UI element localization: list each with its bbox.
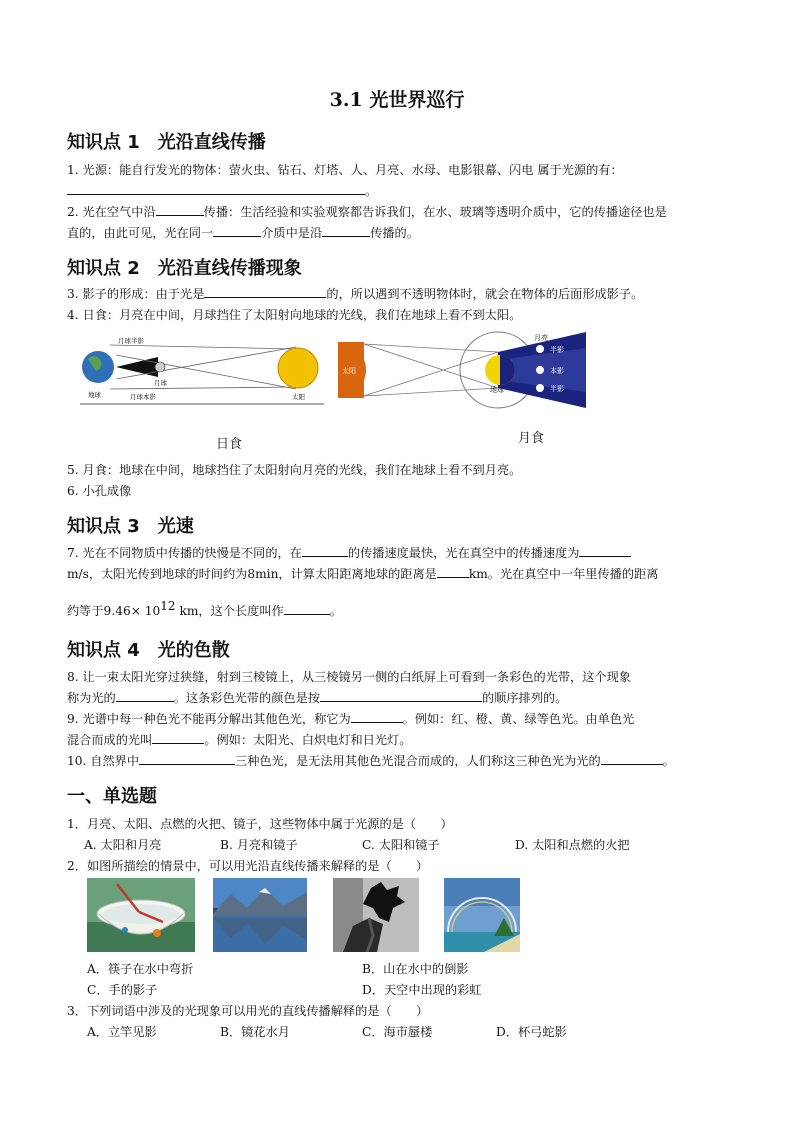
section-heading-4: 知识点 4 光的色散 (67, 640, 230, 661)
lunar-caption: 月食 (518, 431, 545, 446)
blank[interactable] (601, 752, 663, 765)
label-penumbra-2: 半影 (550, 385, 564, 393)
moon-icon (155, 362, 165, 372)
item-7-text: 约等于9.46× 10 (67, 604, 161, 619)
item-5: 5. 月食：地球在中间，地球挡住了太阳射向月亮的光线，我们在地球上看不到月亮。 (67, 463, 522, 477)
item-4: 4. 日食：月亮在中间，月球挡住了太阳射向地球的光线，我们在地球上看不到太阳。 (67, 308, 522, 322)
item-2-text: 直的，由此可见，光在同一 (67, 226, 214, 240)
section-heading-3: 知识点 3 光速 (67, 516, 194, 537)
rainbow-image (444, 878, 520, 952)
page-title: 3.1 光世界巡行 (329, 89, 465, 111)
sun-icon (278, 348, 318, 388)
lunar-eclipse-diagram (338, 330, 588, 410)
label-umbra: 月球本影 (130, 393, 156, 401)
item-7-cont (67, 596, 729, 622)
question-1-option-c[interactable]: C. 太阳和镜子 (362, 838, 440, 852)
section-heading-5: 一、单选题 (67, 786, 157, 807)
question-2-option-c[interactable]: C．手的影子 (87, 983, 158, 997)
question-1-option-a[interactable]: A. 太阳和月亮 (84, 838, 162, 852)
item-10-text: 10. 自然界中 (67, 754, 140, 768)
blank[interactable] (351, 710, 403, 723)
section-heading-1: 知识点 1 光沿直线传播 (67, 132, 266, 153)
chopsticks-in-water-image (87, 878, 195, 952)
blank[interactable] (67, 182, 365, 195)
label-moon: 月球 (154, 379, 167, 387)
item-7-text: 。 (329, 604, 342, 619)
item-10-text: 三种色光，是无法用其他色光混合而成的，人们称这三种色光为光的 (235, 754, 601, 768)
question-1-stem: 1．月亮、太阳、点燃的火把、镜子，这些物体中属于光源的是（ ） (67, 817, 453, 831)
blank[interactable] (152, 731, 204, 744)
item-3 (67, 284, 729, 305)
label-penumbra: 月球半影 (118, 337, 144, 345)
blank[interactable] (302, 544, 348, 557)
item-8-text: 。这条彩色光带的颜色是按 (173, 691, 320, 705)
blank[interactable] (116, 689, 174, 702)
blank[interactable] (139, 752, 235, 765)
item-3-text: 的，所以遇到不透明物体时，就会在物体的后面形成影子。 (326, 287, 644, 301)
blank[interactable] (322, 224, 370, 237)
blank[interactable] (579, 544, 631, 557)
moon-icon (536, 345, 544, 353)
item-9-text: 。例如：太阳光、白炽电灯和日光灯。 (204, 733, 412, 747)
item-8-text: 称为光的 (67, 691, 116, 705)
item-10-text: 。 (662, 754, 675, 768)
item-9-text: 混合而成的光叫 (67, 733, 153, 747)
item-1-text: 1. 光源：能自行发光的物体：萤火虫、钻石、灯塔、人、月亮、水母、电影银幕、闪电 属于光源的有： (67, 163, 623, 177)
item-7-text: km。光在真空中一年里传播的距离 (468, 567, 659, 581)
item-9 (67, 709, 729, 751)
blank[interactable] (204, 285, 326, 298)
question-2-option-d[interactable]: D．天空中出现的彩虹 (362, 983, 482, 997)
blank[interactable] (156, 203, 204, 216)
question-3-option-b[interactable]: B．镜花水月 (220, 1025, 290, 1039)
label-sun: 太阳 (342, 367, 356, 375)
solar-caption: 日食 (216, 437, 243, 452)
question-3-stem: 3．下列词语中涉及的光现象可以用光的直线传播解释的是（ ） (67, 1004, 429, 1018)
label-earth: 地球 (490, 386, 504, 394)
label-umbra: 本影 (550, 367, 564, 375)
hand-shadow-image (333, 878, 419, 952)
question-1-option-d[interactable]: D. 太阳和点燃的火把 (515, 838, 630, 852)
item-9-text: 。例如：红、橙、黄、绿等色光。由单色光 (402, 712, 635, 726)
blank[interactable] (437, 565, 469, 578)
item-7-text: 7. 光在不同物质中传播的快慢是不同的，在 (67, 546, 302, 560)
item-8-text: 的顺序排列的。 (482, 691, 568, 705)
question-2-stem: 2．如图所描绘的情景中，可以用光沿直线传播来解释的是（ ） (67, 859, 429, 873)
blank[interactable] (213, 224, 261, 237)
item-2-text: 传播：生活经验和实验观察都告诉我们，在水、玻璃等透明介质中，它的传播途径也是 (203, 205, 667, 219)
item-7-text: m/s，太阳光传到地球的时间约为8min，计算太阳距离地球的距离是 (67, 567, 437, 581)
item-2-text: 2. 光在空气中沿 (67, 205, 156, 219)
item-3-text: 3. 影子的形成：由于光是 (67, 287, 205, 301)
item-1-end: 。 (365, 184, 378, 198)
item-6: 6. 小孔成像 (67, 484, 132, 498)
mountain-reflection-image (213, 878, 307, 952)
label-earth: 地球 (88, 391, 101, 399)
item-7-text: 的传播速度最快，光在真空中的传播速度为 (347, 546, 580, 560)
item-8-text: 8. 让一束太阳光穿过狭缝，射到三棱镜上，从三棱镜另一侧的白纸屏上可看到一条彩色的光带，这个现象 (67, 670, 631, 684)
item-2-text: 传播的。 (370, 226, 419, 240)
question-3-option-c[interactable]: C．海市蜃楼 (362, 1025, 433, 1039)
blank[interactable] (320, 689, 482, 702)
item-9-text: 9. 光谱中每一种色光不能再分解出其他色光，称它为 (67, 712, 351, 726)
exponent: 12 (160, 599, 176, 613)
item-2 (67, 202, 729, 244)
question-3-option-a[interactable]: A．立竿见影 (87, 1025, 157, 1039)
item-8 (67, 667, 729, 709)
item-1 (67, 160, 729, 202)
solar-eclipse-diagram (80, 335, 324, 407)
blank[interactable] (284, 602, 330, 615)
section-heading-2: 知识点 2 光沿直线传播现象 (67, 258, 302, 279)
label-sun: 太阳 (292, 393, 305, 401)
label-moon: 月亮 (534, 334, 548, 342)
item-10 (67, 751, 729, 772)
question-3-option-d[interactable]: D．杯弓蛇影 (496, 1025, 567, 1039)
item-2-text: 介质中是沿 (261, 226, 323, 240)
question-2-option-b[interactable]: B．山在水中的倒影 (362, 962, 469, 976)
item-7 (67, 543, 729, 585)
question-2-option-a[interactable]: A．筷子在水中弯折 (87, 962, 194, 976)
question-1-option-b[interactable]: B. 月亮和镜子 (220, 838, 298, 852)
label-penumbra-1: 半影 (550, 346, 564, 354)
item-7-text: km，这个长度叫作 (175, 604, 284, 619)
